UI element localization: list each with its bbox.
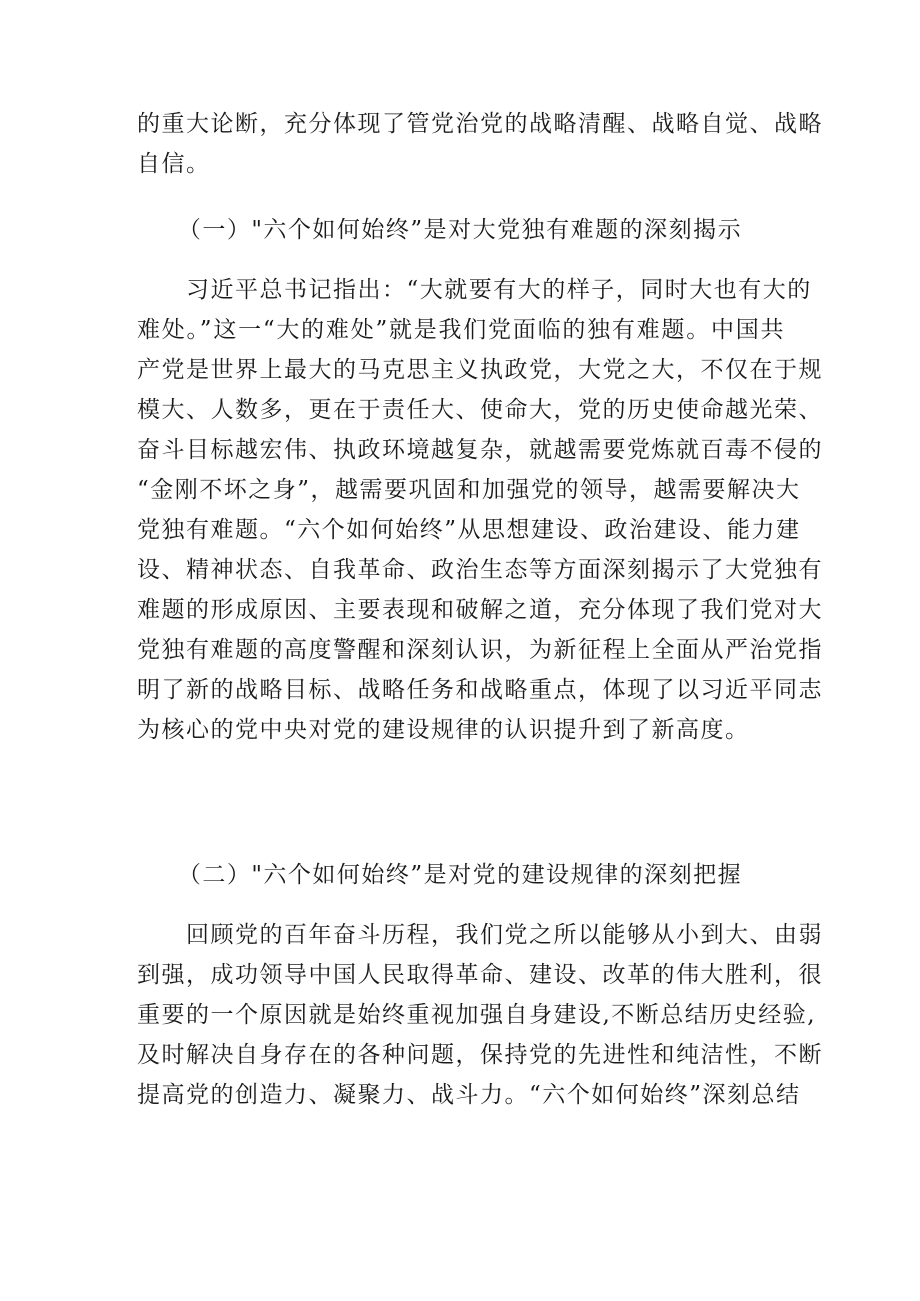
paragraph-line: 难题的形成原因、主要表现和破解之道，充分体现了我们党对大 (137, 597, 823, 623)
paragraph-2 (137, 270, 823, 750)
paragraph-line: 模大、人数多，更在于责任大、使命大，党的历史使命越光荣、 (137, 397, 823, 423)
section-heading-1: （一）"六个如何始终”是对大党独有难题的深刻揭示 (177, 217, 743, 243)
paragraph-line: 设、精神状态、自我革命、政治生态等方面深刻揭示了大党独有 (137, 557, 823, 583)
paragraph-1 (137, 104, 823, 184)
paragraph-line: 回顾党的百年奋斗历程，我们党之所以能够从小到大、由弱 (137, 922, 823, 948)
paragraph-line: 提高党的创造力、凝聚力、战斗力。“六个如何始终”深刻总结 (137, 1082, 801, 1108)
paragraph-line: 难处。”这一“大的难处”就是我们党面临的独有难题。中国共 (137, 317, 785, 343)
paragraph-3 (137, 915, 823, 1115)
paragraph-line: 产党是世界上最大的马克思主义执政党，大党之大，不仅在于规 (137, 357, 823, 383)
paragraph-line: 明了新的战略目标、战略任务和战略重点，体现了以习近平同志 (137, 677, 823, 703)
paragraph-line: 的重大论断，充分体现了管党治党的战略清醒、战略自觉、战略 (137, 111, 823, 137)
paragraph-line: 重要的一个原因就是始终重视加强自身建设,不断总结历史经验, (137, 1002, 817, 1028)
paragraph-line: 为核心的党中央对党的建设规律的认识提升到了新高度。 (137, 717, 750, 743)
paragraph-line: 到强，成功领导中国人民取得革命、建设、改革的伟大胜利，很 (137, 962, 823, 988)
paragraph-line: 自信。 (137, 151, 211, 177)
paragraph-line: 习近平总书记指出：“大就要有大的样子，同时大也有大的 (137, 277, 812, 303)
paragraph-line: 奋斗目标越宏伟、执政环境越复杂，就越需要党炼就百毒不侵的 (137, 437, 823, 463)
paragraph-line: “金刚不坏之身”，越需要巩固和加强党的领导，越需要解决大 (137, 477, 801, 503)
paragraph-line: 及时解决自身存在的各种问题，保持党的先进性和纯洁性，不断 (137, 1042, 823, 1068)
section-heading-2: （二）"六个如何始终”是对党的建设规律的深刻把握 (177, 862, 743, 888)
paragraph-line: 党独有难题的高度警醒和深刻认识，为新征程上全面从严治党指 (137, 637, 823, 663)
paragraph-line: 党独有难题。“六个如何始终”从思想建设、政治建设、能力建 (137, 517, 801, 543)
